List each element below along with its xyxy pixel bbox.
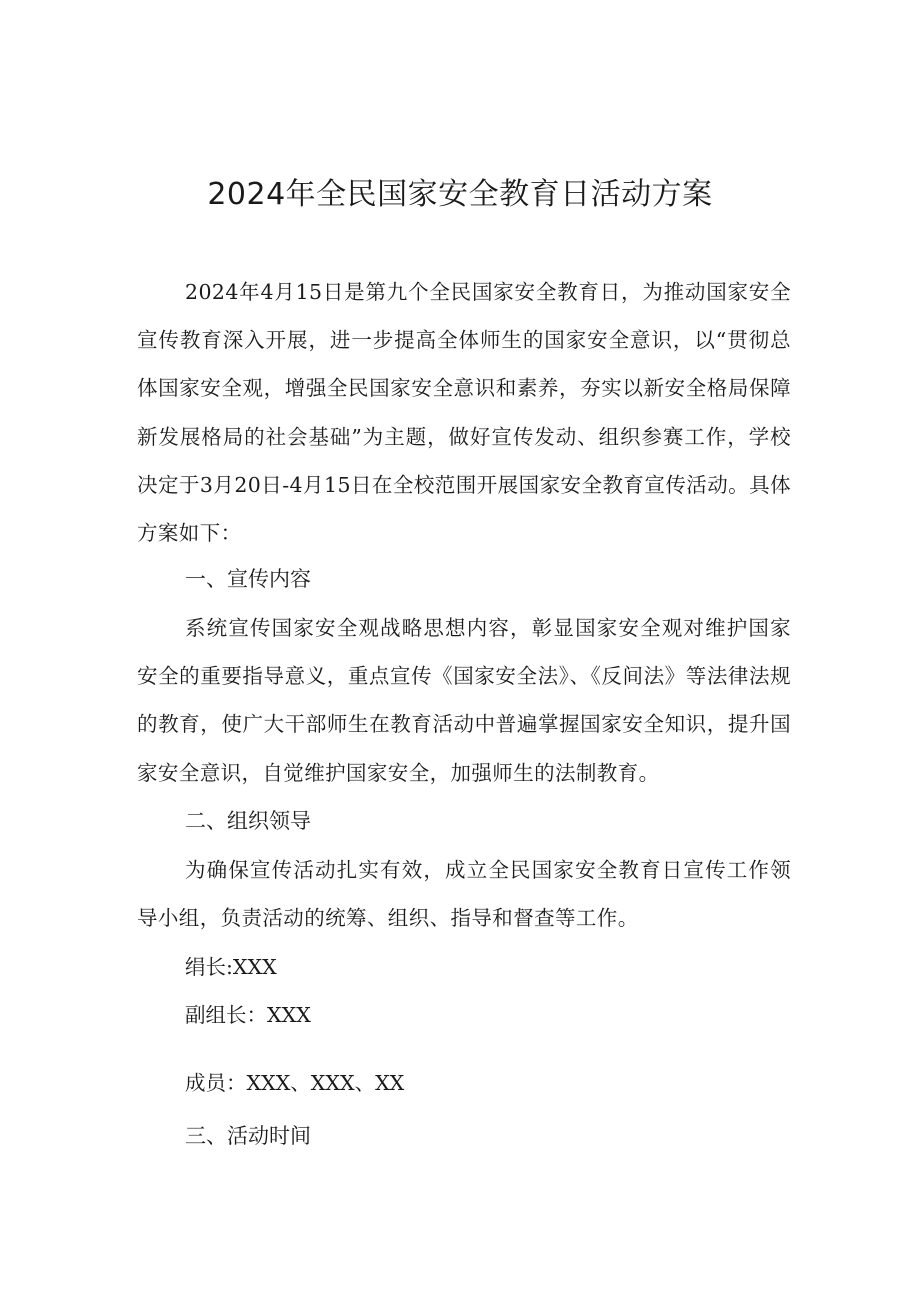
publicity-content-paragraph: 系统宣传国家安全观战略思想内容，彰显国家安全观对维护国家安全的重要指导意义，重点宣传《国家安全法》、《反间法》等法律法规的教育，使广大干部师生在教育活动中普遍掌握国家安全知识，提升国家安全意识，自觉维护国家安全，加强师生的法制教育。: [137, 616, 791, 785]
organization-paragraph: 为确保宣传活动扎实有效，成立全民国家安全教育日宣传工作领导小组，负责活动的统筹、组织、指导和督查等工作。: [137, 858, 791, 931]
document-title: 2024年全民国家安全教育日活动方案: [207, 177, 713, 212]
section-heading-organization: 二、组织领导: [185, 809, 311, 833]
section-heading-publicity-content: 一、宣传内容: [185, 567, 311, 591]
group-leader-line: 绢长:XXX: [185, 955, 277, 979]
members-line: 成员：XXX、XXX、XX: [185, 1071, 405, 1095]
deputy-leader-line: 副组长：XXX: [185, 1003, 311, 1027]
section-heading-activity-time: 三、活动时间: [185, 1124, 311, 1148]
intro-paragraph: 2024年4月15日是第九个全民国家安全教育日，为推动国家安全宣传教育深入开展，进一步提高全体师生的国家安全意识，以“贯彻总体国家安全观，增强全民国家安全意识和素养，夯实以新安全格局保障新发展格局的社会基础”为主题，做好宣传发动、组织参赛工作，学校决定于3月20日-4月15日在全校范围开展国家安全教育宣传活动。具体方案如下：: [137, 280, 791, 546]
